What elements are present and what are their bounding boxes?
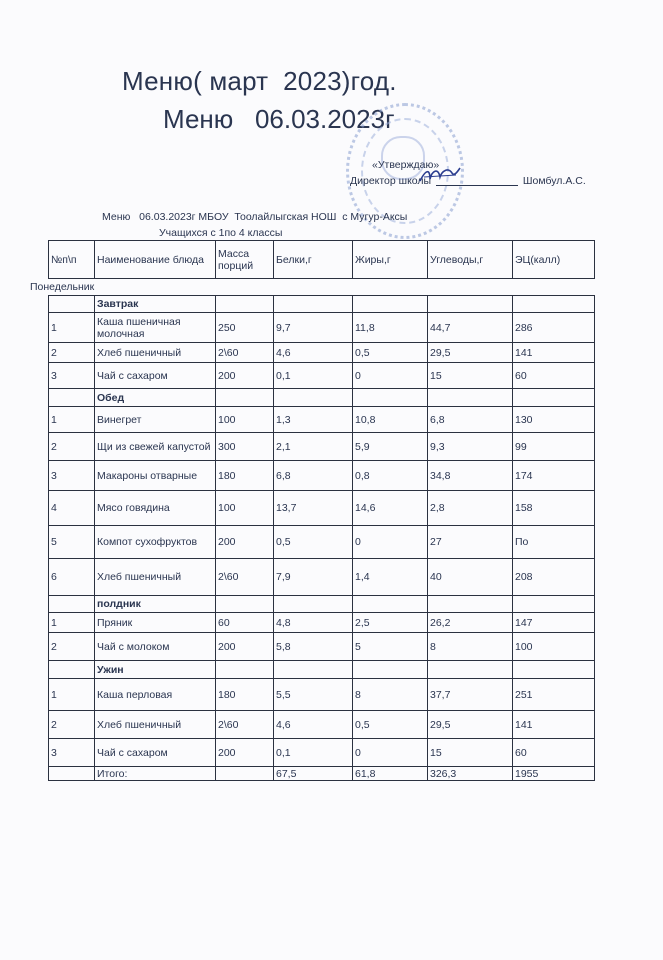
director-name: Шомбул.А.С. <box>522 175 586 187</box>
empty-cell <box>49 767 95 781</box>
signature-line <box>436 185 518 186</box>
cell-mass: 2\60 <box>216 343 274 363</box>
cell-dish: Мясо говядина <box>95 491 216 526</box>
empty-cell <box>216 596 274 613</box>
menu-subtitle: Меню 06.03.2023г МБОУ Тоолайлыгская НОШ с Мугур-Аксы <box>102 211 408 223</box>
cell-mass: 2\60 <box>216 559 274 596</box>
cell-mass: 200 <box>216 739 274 767</box>
cell-fat: 0,5 <box>353 343 428 363</box>
section-row <box>49 389 595 407</box>
empty-cell <box>513 389 595 407</box>
document-title: Меню( март 2023)год. <box>122 66 397 96</box>
cell-number: 1 <box>49 407 95 433</box>
cell-mass: 200 <box>216 526 274 559</box>
col-protein: Белки,г <box>274 241 353 279</box>
cell-protein: 9,7 <box>274 313 353 343</box>
cell-mass: 100 <box>216 407 274 433</box>
cell-number: 3 <box>49 363 95 389</box>
cell-number: 2 <box>49 343 95 363</box>
cell-kcal: 208 <box>513 559 595 596</box>
cell-dish: Чай с сахаром <box>95 739 216 767</box>
table-row <box>49 711 595 739</box>
cell-mass: 300 <box>216 433 274 461</box>
cell-number: 4 <box>49 491 95 526</box>
cell-carbs: 29,5 <box>428 711 513 739</box>
director-line <box>350 175 586 187</box>
cell-dish: Пряник <box>95 613 216 633</box>
cell-kcal: 141 <box>513 343 595 363</box>
cell-dish: Каша перловая <box>95 679 216 711</box>
cell-dish: Хлеб пшеничный <box>95 711 216 739</box>
cell-protein: 0,1 <box>274 739 353 767</box>
empty-cell <box>428 596 513 613</box>
cell-protein: 4,6 <box>274 343 353 363</box>
cell-number: 3 <box>49 739 95 767</box>
cell-mass: 200 <box>216 363 274 389</box>
section-name: Обед <box>95 389 216 407</box>
empty-cell <box>353 661 428 679</box>
cell-protein: 5,8 <box>274 633 353 661</box>
cell-dish: Макароны отварные <box>95 461 216 491</box>
cell-fat: 0,8 <box>353 461 428 491</box>
cell-carbs: 37,7 <box>428 679 513 711</box>
empty-cell <box>428 389 513 407</box>
cell-protein: 5,5 <box>274 679 353 711</box>
total-mass <box>216 767 274 781</box>
cell-kcal: По <box>513 526 595 559</box>
col-carbs: Углеводы,г <box>428 241 513 279</box>
cell-kcal: 99 <box>513 433 595 461</box>
total-fat: 61,8 <box>353 767 428 781</box>
table-row <box>49 491 595 526</box>
empty-cell <box>353 596 428 613</box>
section-name: Ужин <box>95 661 216 679</box>
col-kcal: ЭЦ(калл) <box>513 241 595 279</box>
cell-fat: 2,5 <box>353 613 428 633</box>
cell-carbs: 29,5 <box>428 343 513 363</box>
cell-fat: 5 <box>353 633 428 661</box>
cell-kcal: 251 <box>513 679 595 711</box>
grades-subtitle: Учащихся с 1по 4 классы <box>159 227 283 239</box>
approval-label: «Утверждаю» <box>372 159 440 171</box>
cell-number: 2 <box>49 711 95 739</box>
empty-cell <box>513 596 595 613</box>
cell-fat: 5,9 <box>353 433 428 461</box>
cell-carbs: 8 <box>428 633 513 661</box>
cell-kcal: 130 <box>513 407 595 433</box>
total-label: Итого: <box>95 767 216 781</box>
cell-carbs: 15 <box>428 363 513 389</box>
cell-protein: 0,5 <box>274 526 353 559</box>
cell-kcal: 174 <box>513 461 595 491</box>
cell-fat: 0 <box>353 526 428 559</box>
cell-protein: 1,3 <box>274 407 353 433</box>
section-row <box>49 596 595 613</box>
cell-kcal: 100 <box>513 633 595 661</box>
cell-fat: 14,6 <box>353 491 428 526</box>
empty-cell <box>49 661 95 679</box>
total-kcal: 1955 <box>513 767 595 781</box>
table-row <box>49 739 595 767</box>
cell-kcal: 141 <box>513 711 595 739</box>
cell-mass: 180 <box>216 461 274 491</box>
cell-carbs: 15 <box>428 739 513 767</box>
header-row <box>49 241 595 279</box>
table-row <box>49 433 595 461</box>
cell-number: 1 <box>49 313 95 343</box>
cell-number: 6 <box>49 559 95 596</box>
cell-mass: 100 <box>216 491 274 526</box>
cell-dish: Винегрет <box>95 407 216 433</box>
section-row <box>49 296 595 313</box>
cell-fat: 10,8 <box>353 407 428 433</box>
cell-protein: 7,9 <box>274 559 353 596</box>
table-row <box>49 526 595 559</box>
cell-dish: Компот сухофруктов <box>95 526 216 559</box>
table-header <box>48 240 595 279</box>
cell-dish: Хлеб пшеничный <box>95 343 216 363</box>
cell-carbs: 9,3 <box>428 433 513 461</box>
table-row <box>49 407 595 433</box>
cell-protein: 6,8 <box>274 461 353 491</box>
cell-number: 5 <box>49 526 95 559</box>
cell-fat: 0,5 <box>353 711 428 739</box>
cell-number: 1 <box>49 679 95 711</box>
day-label: Понедельник <box>30 281 95 293</box>
empty-cell <box>274 296 353 313</box>
table-row <box>49 679 595 711</box>
cell-mass: 180 <box>216 679 274 711</box>
cell-fat: 0 <box>353 363 428 389</box>
table-row <box>49 343 595 363</box>
cell-mass: 200 <box>216 633 274 661</box>
col-fat: Жиры,г <box>353 241 428 279</box>
empty-cell <box>49 596 95 613</box>
cell-kcal: 60 <box>513 739 595 767</box>
col-mass: Масса порций <box>216 241 274 279</box>
empty-cell <box>428 296 513 313</box>
table-row <box>49 559 595 596</box>
empty-cell <box>274 389 353 407</box>
cell-mass: 2\60 <box>216 711 274 739</box>
cell-kcal: 158 <box>513 491 595 526</box>
cell-dish: Чай с сахаром <box>95 363 216 389</box>
cell-kcal: 286 <box>513 313 595 343</box>
cell-protein: 2,1 <box>274 433 353 461</box>
cell-dish: Щи из свежей капустой <box>95 433 216 461</box>
empty-cell <box>274 596 353 613</box>
empty-cell <box>216 296 274 313</box>
signature-icon <box>418 165 462 185</box>
section-row <box>49 661 595 679</box>
cell-dish: Хлеб пшеничный <box>95 559 216 596</box>
cell-carbs: 44,7 <box>428 313 513 343</box>
cell-fat: 1,4 <box>353 559 428 596</box>
cell-carbs: 26,2 <box>428 613 513 633</box>
total-carbs: 326,3 <box>428 767 513 781</box>
cell-fat: 8 <box>353 679 428 711</box>
cell-fat: 0 <box>353 739 428 767</box>
cell-protein: 4,6 <box>274 711 353 739</box>
cell-number: 3 <box>49 461 95 491</box>
cell-carbs: 34,8 <box>428 461 513 491</box>
cell-protein: 0,1 <box>274 363 353 389</box>
cell-carbs: 2,8 <box>428 491 513 526</box>
empty-cell <box>216 661 274 679</box>
empty-cell <box>513 296 595 313</box>
empty-cell <box>353 389 428 407</box>
cell-dish: Каша пшеничная молочная <box>95 313 216 343</box>
table-row <box>49 613 595 633</box>
col-number: №п\п <box>49 241 95 279</box>
empty-cell <box>216 389 274 407</box>
cell-mass: 60 <box>216 613 274 633</box>
cell-fat: 11,8 <box>353 313 428 343</box>
section-name: полдник <box>95 596 216 613</box>
empty-cell <box>513 661 595 679</box>
table-row <box>49 461 595 491</box>
cell-carbs: 6,8 <box>428 407 513 433</box>
document-date-title: Меню 06.03.2023г <box>163 104 395 134</box>
total-row <box>49 767 595 781</box>
section-name: Завтрак <box>95 296 216 313</box>
table-row <box>49 313 595 343</box>
cell-kcal: 60 <box>513 363 595 389</box>
cell-number: 2 <box>49 433 95 461</box>
empty-cell <box>428 661 513 679</box>
cell-dish: Чай с молоком <box>95 633 216 661</box>
cell-carbs: 40 <box>428 559 513 596</box>
table-row <box>49 633 595 661</box>
cell-number: 1 <box>49 613 95 633</box>
cell-kcal: 147 <box>513 613 595 633</box>
menu-table <box>48 295 595 781</box>
empty-cell <box>274 661 353 679</box>
empty-cell <box>49 296 95 313</box>
cell-carbs: 27 <box>428 526 513 559</box>
cell-number: 2 <box>49 633 95 661</box>
cell-protein: 13,7 <box>274 491 353 526</box>
col-dish: Наименование блюда <box>95 241 216 279</box>
cell-mass: 250 <box>216 313 274 343</box>
table-row <box>49 363 595 389</box>
empty-cell <box>49 389 95 407</box>
total-protein: 67,5 <box>274 767 353 781</box>
cell-protein: 4,8 <box>274 613 353 633</box>
director-label: Директор школы <box>350 175 432 187</box>
empty-cell <box>353 296 428 313</box>
